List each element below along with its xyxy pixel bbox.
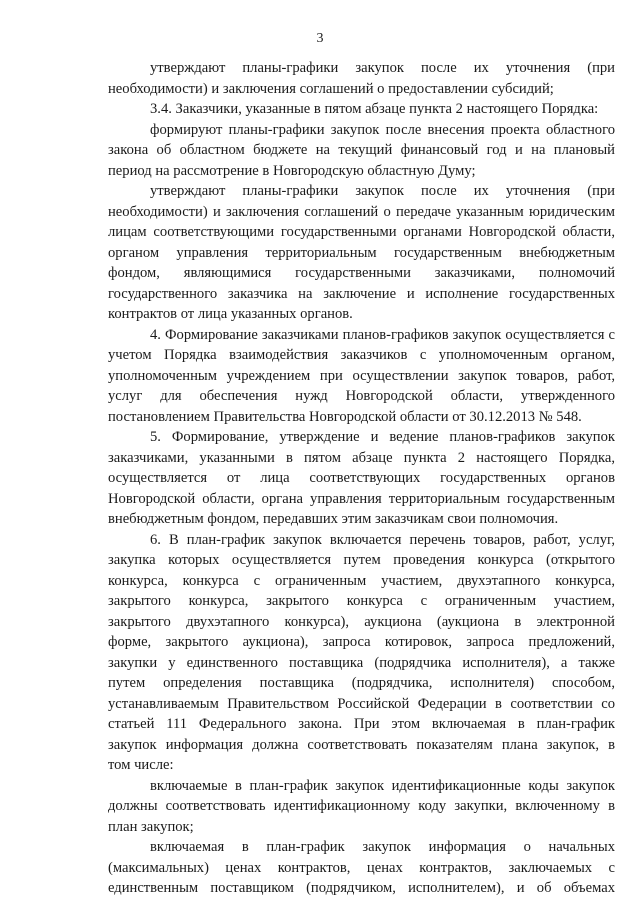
text-line: государственного заказчика на заключение и исполнение государственных: [108, 285, 615, 302]
paragraph: [108, 120, 615, 182]
paragraph: [108, 776, 615, 838]
text-line: том числе:: [108, 757, 174, 773]
text-line: формируют планы-графики закупок после внесения проекта областного: [150, 121, 615, 138]
paragraph: [108, 530, 615, 776]
text-line: заказчиками, указанными в пятом абзаце пункта 2 настоящего Порядка,: [108, 449, 615, 466]
text-line: план закупок;: [108, 818, 194, 835]
paragraph: [108, 837, 615, 899]
text-line: единственным поставщиком (подрядчиком, исполнителем), и об объемах: [108, 880, 615, 896]
text-line: должны соответствовать идентификационному коду закупки, включенному в: [108, 798, 615, 814]
text-line: путем определения поставщика (подрядчика, исполнителя) способом,: [108, 675, 615, 691]
text-line: включаемая в план-график закупок информация о начальных: [150, 839, 615, 855]
text-line: услуг для обеспечения нужд Новгородской области, утвержденного: [108, 388, 615, 404]
text-line: лицам соответствующими государственными органами Новгородской области,: [108, 224, 615, 240]
paragraph: [108, 99, 615, 120]
text-line: статьей 111 Федерального закона. При этом включаемая в план-график: [108, 716, 615, 732]
text-line: 4. Формирование заказчиками планов-графиков закупок осуществляется с: [150, 326, 615, 343]
text-line: органом управления территориальным государственным внебюджетным: [108, 244, 615, 261]
text-line: конкурса, конкурса с ограниченным участием, двухэтапного конкурса,: [108, 572, 615, 589]
text-line: включаемые в план-график закупок идентификационные коды закупок: [150, 777, 615, 794]
text-line: уполномоченным учреждением при осуществлении закупок товаров, работ,: [108, 367, 615, 384]
text-line: закрытого конкурса, закрытого конкурса с ограниченным участием,: [108, 593, 615, 609]
text-line: необходимости) и заключения соглашений о предоставлении субсидий;: [108, 80, 554, 97]
paragraph: [108, 427, 615, 530]
text-line: 5. Формирование, утверждение и ведение планов-графиков закупок: [150, 429, 615, 445]
text-line: учетом Порядка взаимодействия заказчиков с уполномоченным органом,: [108, 347, 615, 363]
text-line: закрытого двухэтапного конкурса), аукциона (аукциона в электронной: [108, 613, 615, 630]
text-line: 6. В план-график закупок включается перечень товаров, работ, услуг,: [150, 531, 615, 548]
text-line: период на рассмотрение в Новгородскую областную Думу;: [108, 162, 476, 179]
text-line: внебюджетным фондом, передавших этим заказчикам свои полномочия.: [108, 511, 559, 527]
paragraph: [108, 58, 615, 99]
text-line: Новгородской области, органа управления территориальным государственным: [108, 490, 615, 507]
text-line: закупки у единственного поставщика (подрядчика исполнителя), а также: [108, 654, 615, 671]
page-number: 3: [316, 31, 324, 46]
text-line: закупка которых осуществляется путем проведения конкурса (открытого: [108, 552, 615, 568]
text-line: утверждают планы-графики закупок после их уточнения (при: [150, 60, 615, 76]
text-line: 3.4. Заказчики, указанные в пятом абзаце пункта 2 настоящего Порядка:: [150, 101, 599, 117]
text-line: форме, закрытого аукциона), запроса котировок, запроса предложений,: [108, 634, 615, 650]
text-line: закона об областном бюджете на текущий финансовый год и на плановый: [108, 142, 615, 158]
text-line: контрактов от лица указанных органов.: [108, 306, 353, 322]
paragraph: [108, 325, 615, 428]
text-line: (максимальных) ценах контрактов, ценах контрактов, заключаемых с: [108, 859, 615, 876]
paragraph: [108, 181, 615, 325]
text-line: утверждают планы-графики закупок после их уточнения (при: [150, 183, 615, 199]
text-line: осуществляется от лица соответствующих государственных органов: [108, 470, 615, 486]
text-line: закупок информация должна соответствовать показателям плана закупок, в: [108, 736, 615, 753]
text-line: постановлением Правительства Новгородской области от 30.12.2013 № 548.: [108, 408, 582, 425]
document-body: [108, 58, 615, 899]
text-line: фондом, являющимися государственными заказчиками, полномочий: [108, 265, 615, 281]
text-line: устанавливаемым Правительством Российской Федерации в соответствии со: [108, 695, 615, 712]
text-line: необходимости) и заключения соглашений о передаче указанным юридическим: [108, 203, 615, 220]
